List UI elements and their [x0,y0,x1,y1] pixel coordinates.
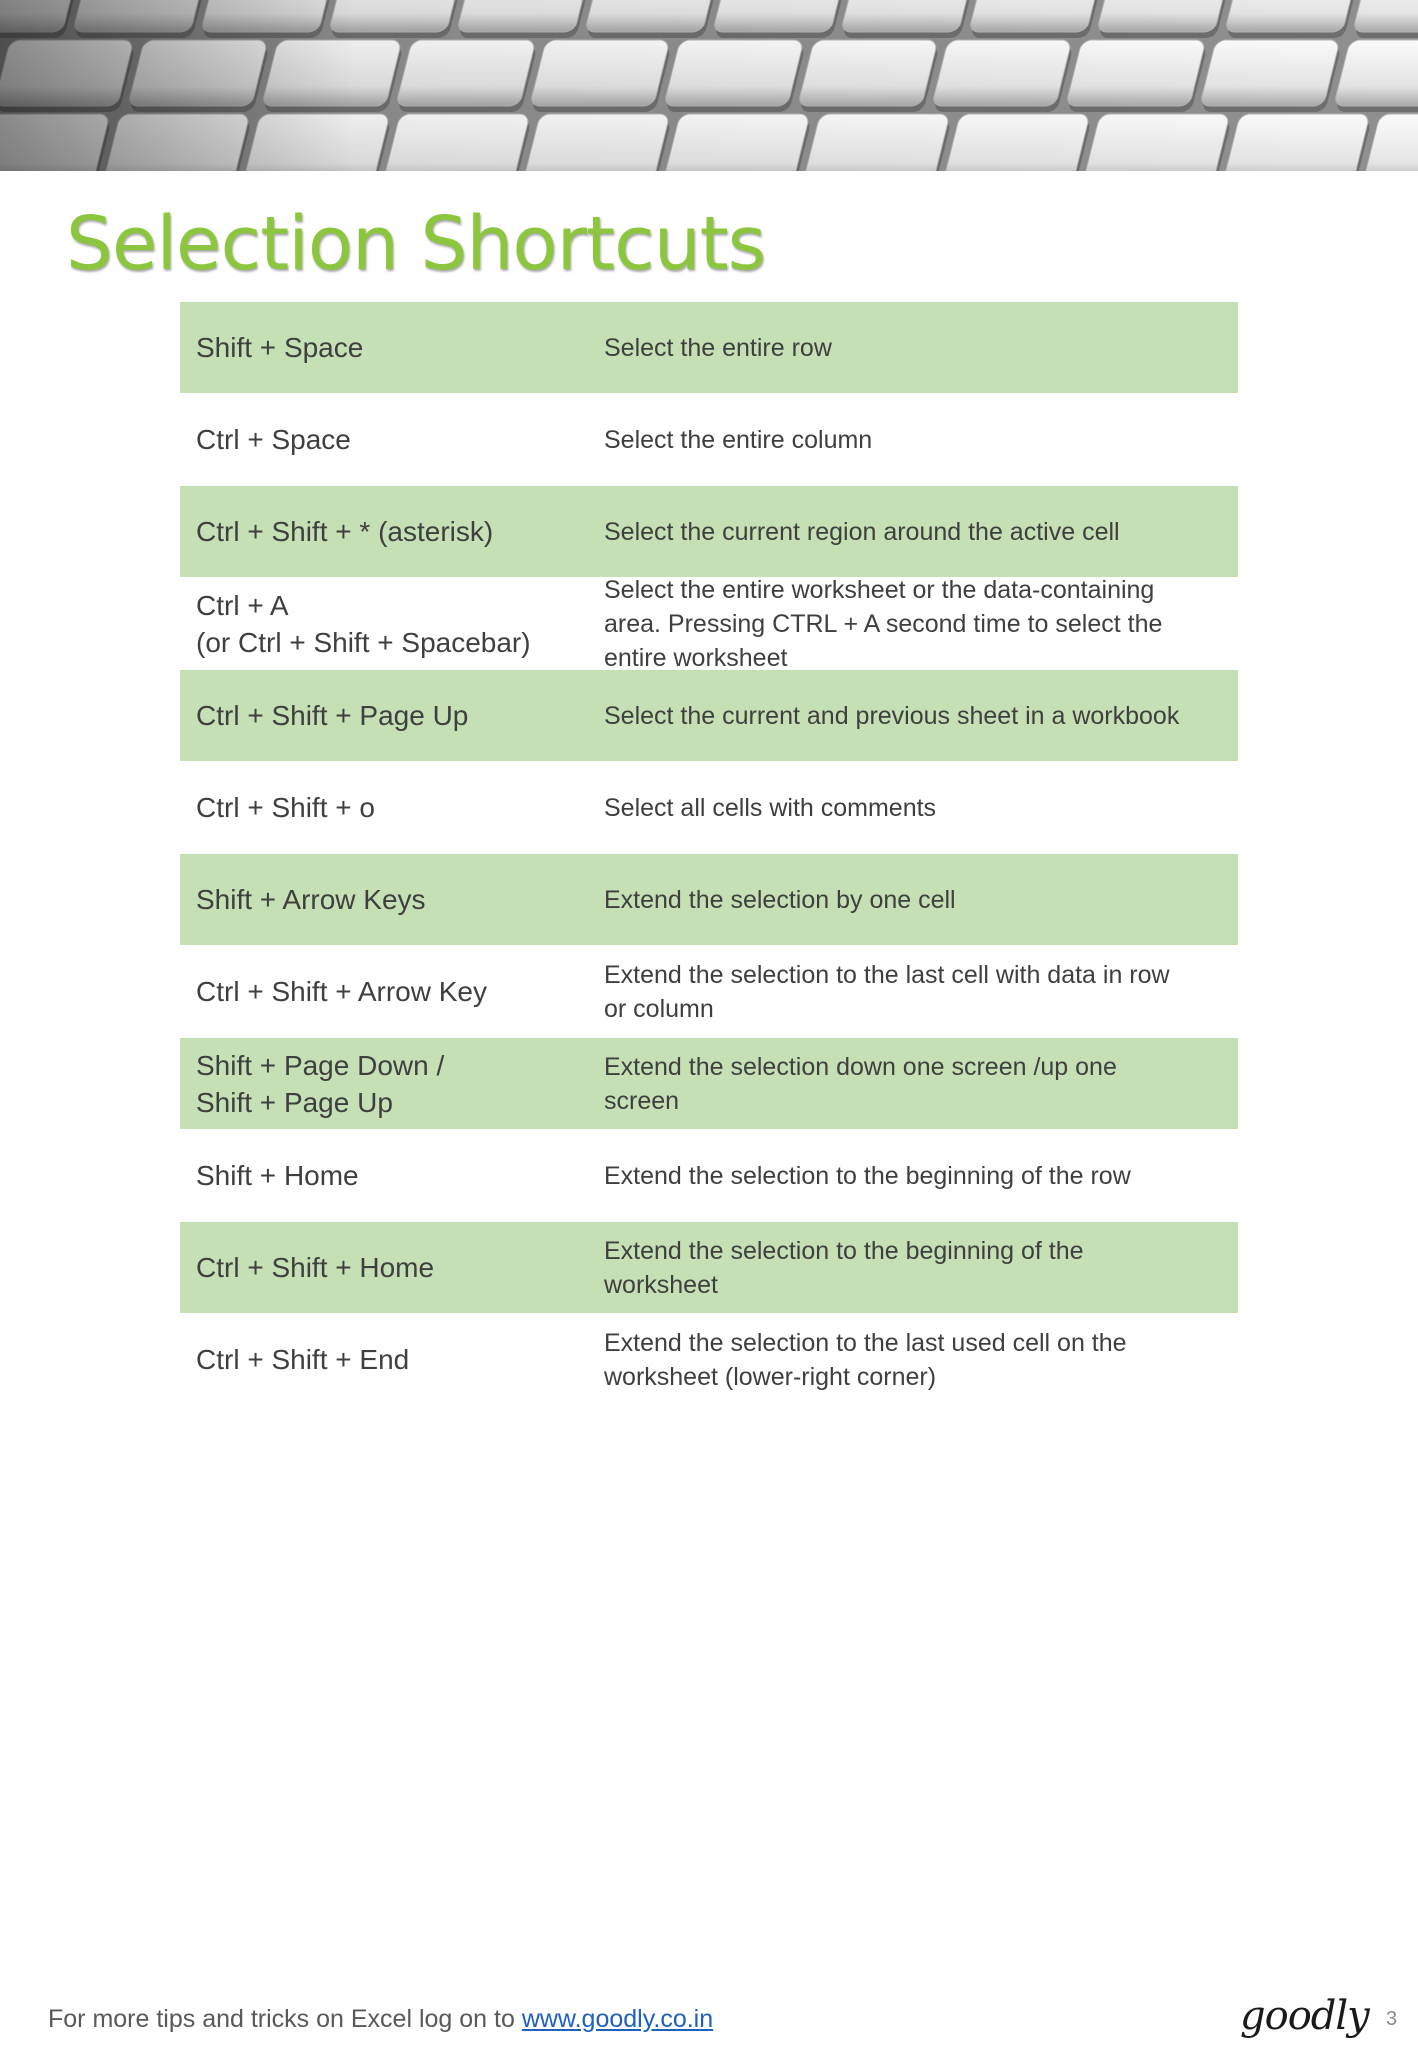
shortcut-keys [180,1038,604,1129]
table-row [180,946,1238,1038]
footer-note [48,1999,713,2039]
shortcut-description-line: Select the entire column [604,425,873,454]
shortcut-keys [180,302,604,393]
table-row [180,1222,1238,1314]
shortcut-description [604,1314,1238,1405]
table-row [180,302,1238,394]
shortcut-description [604,394,1238,485]
page-title: Selection Shortcuts [66,201,766,287]
table-row [180,486,1238,578]
shortcut-description-line: Select the current and previous sheet in a workbook [604,701,1180,730]
table-row [180,670,1238,762]
keyboard-keys-icon [0,0,1418,171]
shortcut-keys [180,854,604,945]
shortcut-description-line: Extend the selection to the beginning of the [604,1236,1084,1265]
table-row [180,1038,1238,1130]
shortcut-keys [180,762,604,853]
shortcut-keys [180,1314,604,1405]
shortcut-keys [180,394,604,485]
shortcut-keys [180,1130,604,1221]
shortcut-keys-line: Ctrl + Shift + Page Up [196,700,469,731]
shortcut-description-line: Extend the selection by one cell [604,885,956,914]
shortcut-keys [180,946,604,1037]
shortcut-description-line: worksheet [604,1270,718,1299]
shortcut-keys-line: Shift + Arrow Keys [196,884,426,915]
shortcut-description-line: Extend the selection down one screen /up one [604,1052,1117,1081]
shortcut-description [604,575,1238,672]
shortcut-keys-line: (or Ctrl + Shift + Spacebar) [196,626,531,658]
table-row [180,575,1238,672]
shortcut-table [180,302,1238,1406]
shortcut-description [604,762,1238,853]
shortcut-description [604,1130,1238,1221]
shortcut-description-line: or column [604,994,714,1023]
shortcut-keys [180,670,604,761]
goodly-logo: goodly [1240,1993,1369,2039]
shortcut-description [604,1222,1238,1313]
shortcut-description [604,302,1238,393]
shortcut-keys-line: Ctrl + Shift + * (asterisk) [196,516,494,547]
shortcut-description-line: area. Pressing CTRL + A second time to select the [604,609,1163,638]
shortcut-keys-line: Ctrl + Shift + o [196,792,375,823]
shortcut-keys [180,578,604,669]
shortcut-keys-line: Ctrl + A [196,589,289,621]
shortcut-description-line: Select the entire worksheet or the data-containing [604,575,1155,604]
shortcut-description-line: entire worksheet [604,643,788,672]
shortcut-keys [180,1222,604,1313]
shortcut-description [604,854,1238,945]
shortcut-keys-line: Ctrl + Shift + Arrow Key [196,976,487,1007]
shortcut-keys-line: Ctrl + Space [196,424,351,455]
shortcut-keys-line: Shift + Page Up [196,1086,393,1118]
table-row [180,854,1238,946]
footer-link[interactable]: www.goodly.co.in [521,2005,714,2033]
shortcut-keys-line: Shift + Page Down / [196,1049,445,1081]
shortcut-keys-line: Shift + Home [196,1160,359,1191]
shortcut-description-line: Select the current region around the active cell [604,517,1120,546]
shortcut-description [604,486,1238,577]
shortcut-keys-line: Shift + Space [196,332,364,363]
table-row [180,1314,1238,1406]
page-number: 3 [1386,2008,1398,2030]
keyboard-banner-image [0,0,1418,171]
shortcut-description-line: Extend the selection to the beginning of the row [604,1161,1131,1190]
table-row [180,1130,1238,1222]
shortcut-keys [180,486,604,577]
shortcut-description-line: worksheet (lower-right corner) [604,1362,937,1391]
shortcut-description [604,670,1238,761]
shortcut-description [604,1038,1238,1129]
table-row [180,762,1238,854]
shortcut-description-line: screen [604,1086,680,1115]
shortcut-description-line: Extend the selection to the last cell with data in row [604,960,1170,989]
shortcut-description-line: Extend the selection to the last used cell on the [604,1328,1127,1357]
shortcut-description [604,946,1238,1037]
shortcut-keys-line: Ctrl + Shift + Home [196,1252,435,1283]
shortcut-keys-line: Ctrl + Shift + End [196,1344,410,1375]
footer-text: For more tips and tricks on Excel log on to [48,2005,515,2033]
shortcut-description-line: Select all cells with comments [604,793,937,822]
shortcut-description-line: Select the entire row [604,333,832,362]
table-row [180,394,1238,486]
